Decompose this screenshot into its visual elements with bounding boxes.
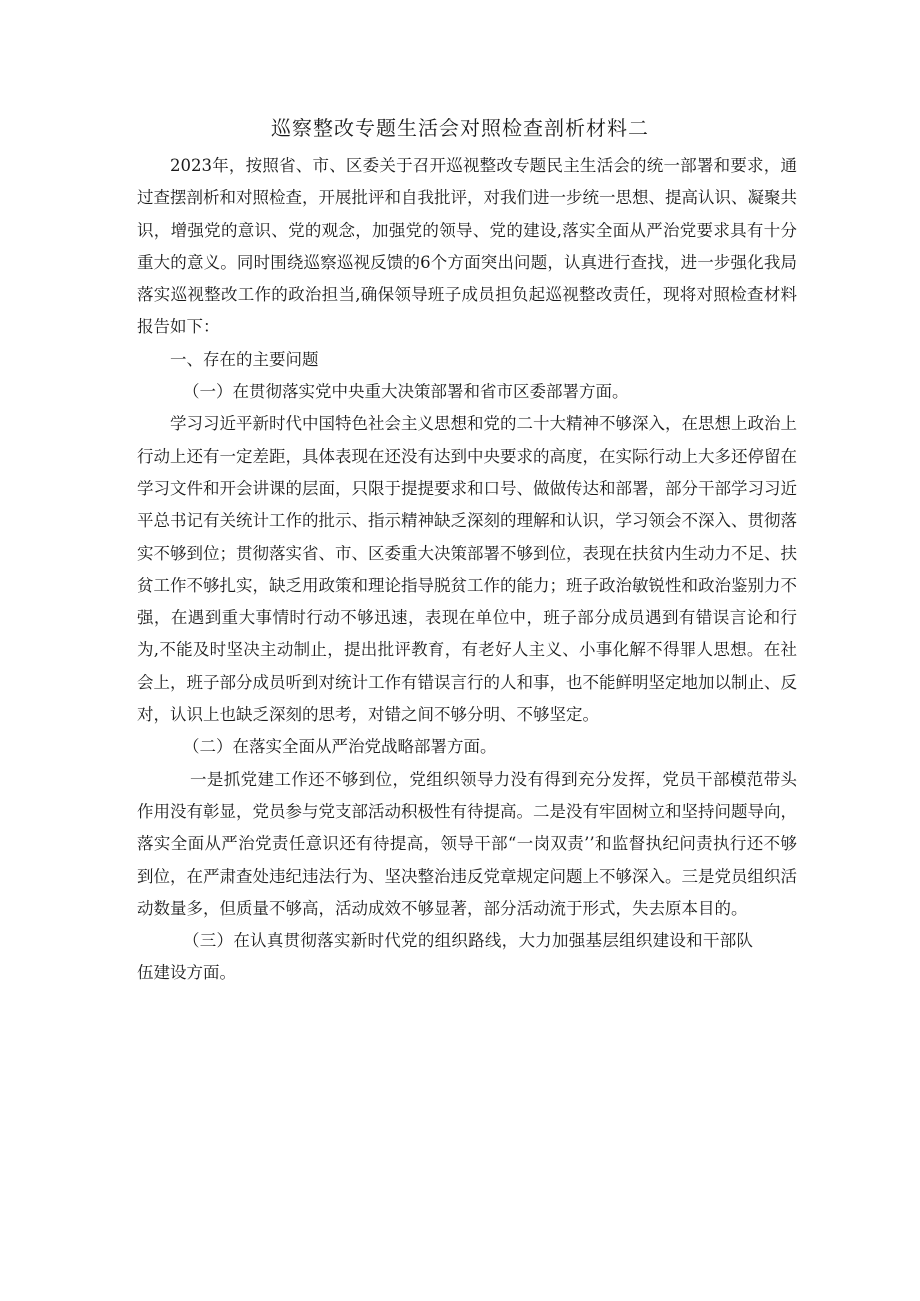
document-body bbox=[137, 150, 797, 990]
subsection-heading-2: （二）在落实全面从严治党战略部署方面。 bbox=[183, 737, 497, 757]
subsection-heading-1: （一）在贯彻落实党中央重大决策部署和省市区委部署方面。 bbox=[183, 382, 629, 402]
subsection-1-paragraph: 学习习近平新时代中国特色社会主义思想和党的二十大精神不够深入，在思想上政治上行动上还有一定差距，具体表现在还没有达到中央要求的高度，在实际行动上大多还停留在学习文件和开会讲课的层面，只限于提提要求和口号、做做传达和部署，部分干部学习习近平总书记有关统计工作的批示、指示精神缺乏深刻的理解和认识，学习领会不深入、贯彻落实不够到位；贯彻落实省、市、区委重大决策部署不够到位，表现在扶贫内生动力不足、扶贫工作不够扎实，缺乏用政策和理论指导脱贫工作的能力；班子政治敏锐性和政治鉴别力不强，在遇到重大事情时行动不够迅速，表现在单位中，班子部分成员遇到有错误言论和行为,不能及时坚决主动制止，提出批评教育，有老好人主义、小事化解不得罪人思想。在社会上，班子部分成员听到对统计工作有错误言行的人和事，也不能鲜明坚定地加以制止、反对，认识上也缺乏深刻的思考，对错之间不够分明、不够坚定。 bbox=[137, 414, 797, 725]
intro-paragraph: 2023年，按照省、市、区委关于召开巡视整改专题民主生活会的统一部署和要求，通过查摆剖析和对照检查，开展批评和自我批评，对我们进一步统一思想、提高认识、凝聚共识，增强党的意识、党的观念，加强党的领导、党的建设,落实全面从严治党要求具有十分重大的意义。同时围绕巡察巡视反馈的6个方面突出问题，认真进行查找，进一步强化我局落实巡视整改工作的政治担当,确保领导班子成员担负起巡视整改责任，现将对照检查材料报告如下： bbox=[137, 156, 797, 337]
subsection-2-paragraph: 一是抓党建工作还不够到位，党组织领导力没有得到充分发挥，党员干部模范带头作用没有彰显，党员参与党支部活动积极性有待提高。二是没有牢固树立和坚持问题导向，落实全面从严治党责任意识还有待提高，领导干部“一岗双责’’和监督执纪问责执行还不够到位，在严肃查处违纪违法行为、坚决整治违反党章规定问题上不够深入。三是党员组织活动数量多，但质量不够高，活动成效不够显著，部分活动流于形式，失去原本目的。 bbox=[137, 769, 797, 918]
subsection-heading-3: （三）在认真贯彻落实新时代党的组织路线，大力加强基层组织建设和干部队伍建设方面。 bbox=[137, 931, 753, 983]
section-heading-main-problems: 一、存在的主要问题 bbox=[170, 349, 319, 369]
document-title: 巡察整改专题生活会对照检查剖析材料二 bbox=[271, 116, 649, 140]
